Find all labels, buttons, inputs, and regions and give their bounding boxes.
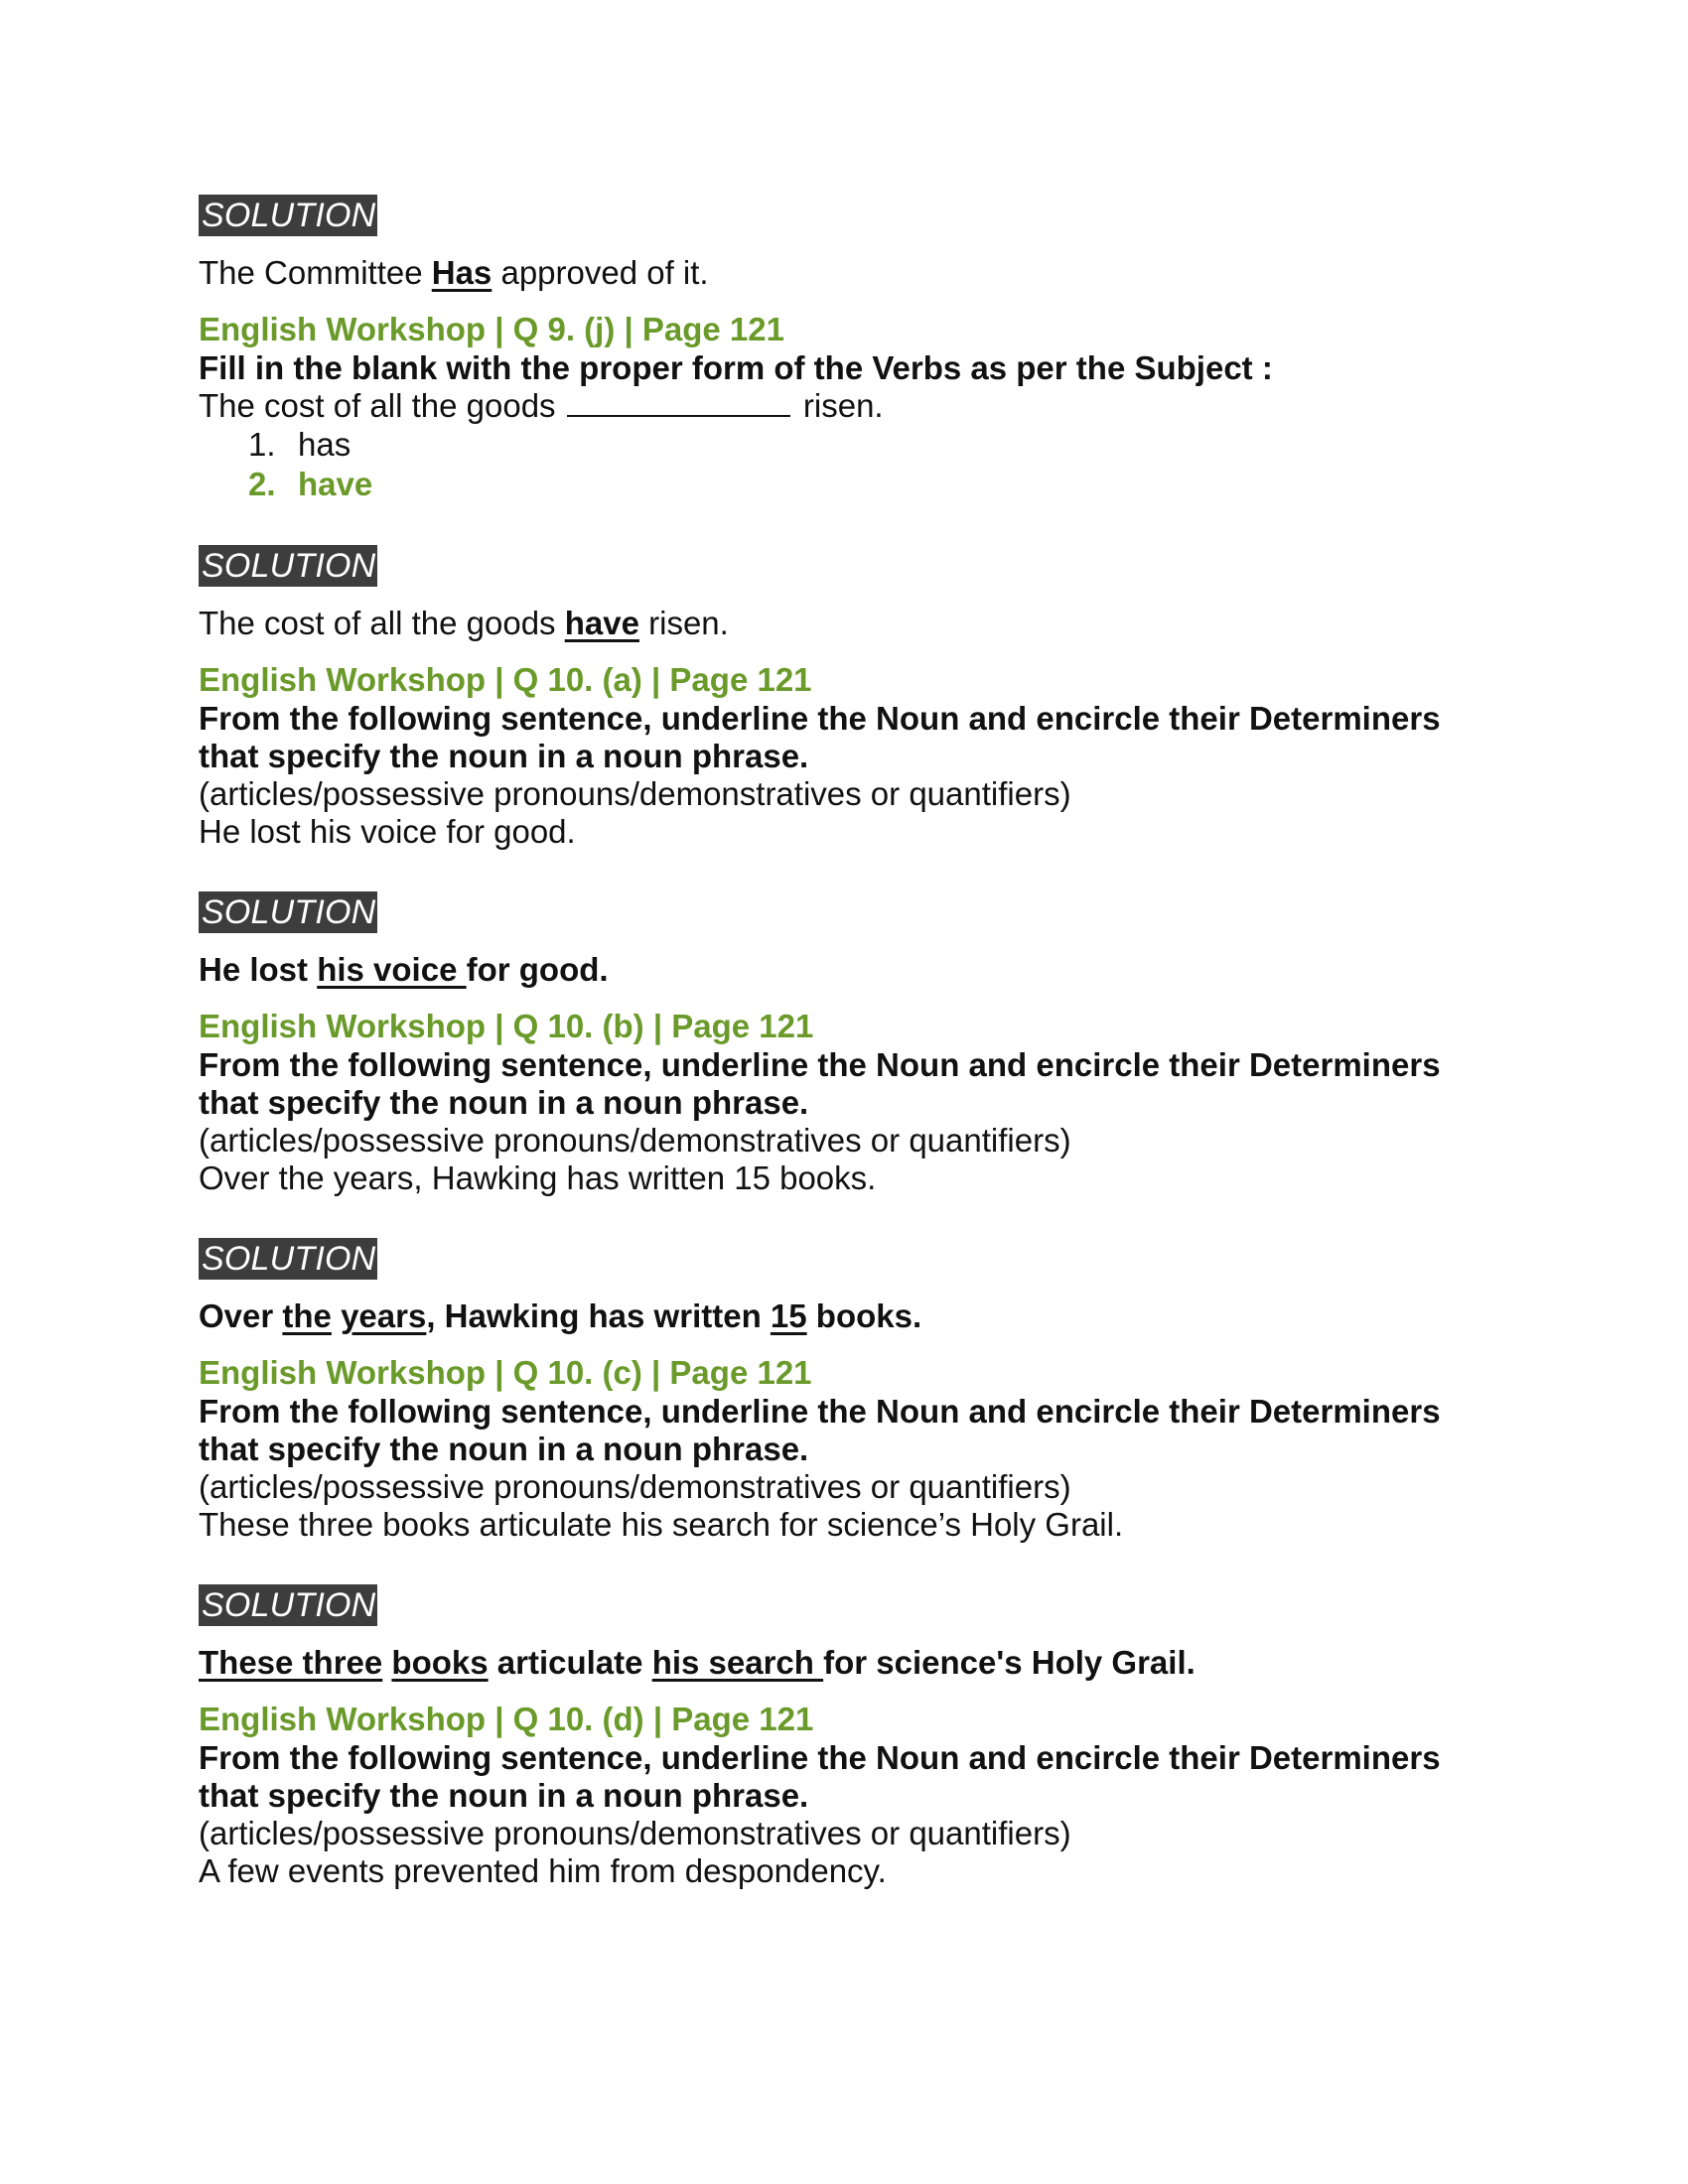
- solution-sentence: Over the years, Hawking has written 15 books.: [199, 1297, 922, 1334]
- option-item-correct: 2. have: [248, 466, 373, 502]
- question-block-q10b: [199, 1007, 1489, 1197]
- solution-answer: have: [564, 605, 639, 641]
- question-instruction: From the following sentence, underline the Noun and encircle their Determiners: [199, 700, 1441, 737]
- answer-blank: [567, 389, 790, 417]
- question-instruction: Fill in the blank with the proper form of the Verbs as per the Subject :: [199, 349, 1273, 386]
- question-instruction: From the following sentence, underline the Noun and encircle their Determiners: [199, 1739, 1441, 1776]
- question-note: (articles/possessive pronouns/demonstratives or quantifiers): [199, 1468, 1071, 1505]
- solution-underline: 15: [770, 1297, 807, 1334]
- question-note: (articles/possessive pronouns/demonstratives or quantifiers): [199, 1815, 1071, 1851]
- solution-label: SOLUTION: [199, 1238, 377, 1280]
- solution-sentence: He lost his voice for good.: [199, 951, 609, 988]
- question-heading: English Workshop | Q 10. (d) | Page 121: [199, 1701, 814, 1737]
- question-instruction-cont: that specify the noun in a noun phrase.: [199, 738, 809, 774]
- question-sentence: He lost his voice for good.: [199, 813, 576, 850]
- option-item: 1. has: [248, 426, 352, 463]
- solution-label: SOLUTION: [199, 1584, 377, 1626]
- solution-block-0: [199, 195, 1489, 293]
- question-heading: English Workshop | Q 10. (c) | Page 121: [199, 1354, 812, 1391]
- solution-block-q9j: [199, 545, 1489, 643]
- solution-sentence-0: The Committee Has approved of it.: [199, 254, 709, 291]
- question-heading: English Workshop | Q 10. (a) | Page 121: [199, 661, 812, 698]
- solution-underline: his voice: [317, 951, 467, 988]
- solution-block-q10a: [199, 891, 1489, 990]
- solution-underline: the: [282, 1297, 332, 1334]
- question-sentence: Over the years, Hawking has written 15 books.: [199, 1160, 877, 1196]
- question-note: (articles/possessive pronouns/demonstratives or quantifiers): [199, 775, 1071, 812]
- solution-block-q10c: [199, 1584, 1489, 1683]
- solution-underline: years: [341, 1297, 427, 1334]
- solution-underline: his search: [651, 1644, 824, 1681]
- question-block-q10a: [199, 660, 1489, 851]
- question-block-q10d: [199, 1700, 1489, 1890]
- solution-label: SOLUTION: [199, 195, 377, 236]
- question-instruction-cont: that specify the noun in a noun phrase.: [199, 1084, 809, 1121]
- question-block-q10c: [199, 1353, 1489, 1544]
- question-instruction: From the following sentence, underline the Noun and encircle their Determiners: [199, 1046, 1441, 1083]
- worksheet-page: [199, 195, 1489, 1890]
- options-list: [199, 425, 1489, 504]
- solution-sentence: The cost of all the goods have risen.: [199, 605, 729, 641]
- question-heading: English Workshop | Q 10. (b) | Page 121: [199, 1008, 814, 1044]
- question-instruction: From the following sentence, underline the Noun and encircle their Determiners: [199, 1393, 1441, 1430]
- question-heading: English Workshop | Q 9. (j) | Page 121: [199, 311, 784, 347]
- solution-label: SOLUTION: [199, 545, 377, 587]
- solution-answer: Has: [431, 254, 492, 291]
- solution-block-q10b: [199, 1238, 1489, 1336]
- solution-underline: books: [391, 1644, 489, 1681]
- solution-underline: These three: [199, 1644, 383, 1681]
- question-sentence: A few events prevented him from despondency.: [199, 1852, 887, 1889]
- solution-label: SOLUTION: [199, 891, 377, 933]
- question-instruction-cont: that specify the noun in a noun phrase.: [199, 1431, 809, 1467]
- solution-sentence: These three books articulate his search for science's Holy Grail.: [199, 1644, 1196, 1681]
- question-sentence: These three books articulate his search for science’s Holy Grail.: [199, 1506, 1124, 1543]
- question-note: (articles/possessive pronouns/demonstratives or quantifiers): [199, 1122, 1071, 1159]
- question-sentence: The cost of all the goods risen.: [199, 387, 884, 424]
- question-block-q9j: [199, 310, 1489, 504]
- question-instruction-cont: that specify the noun in a noun phrase.: [199, 1777, 809, 1814]
